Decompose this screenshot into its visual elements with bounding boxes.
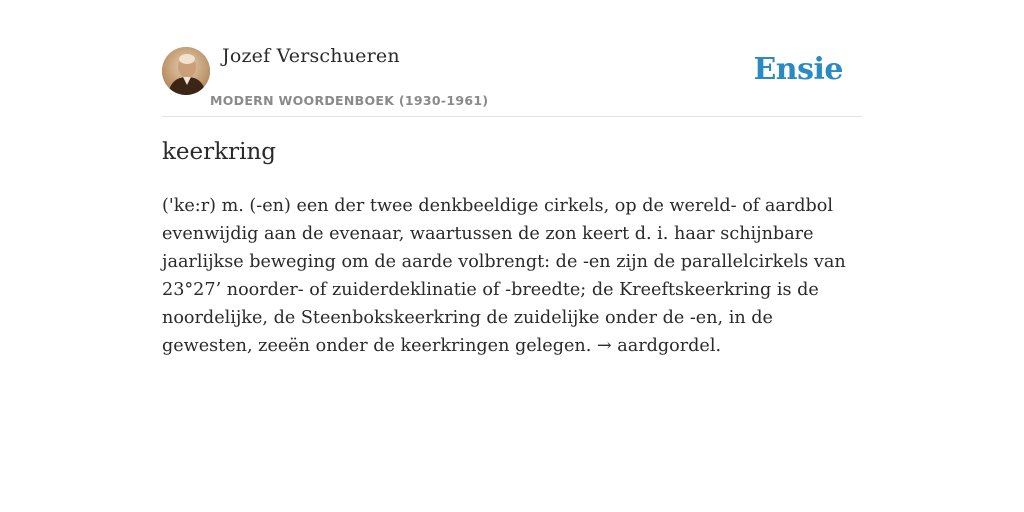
dictionary-source[interactable]: MODERN WOORDENBOEK (1930-1961) bbox=[210, 93, 489, 108]
portrait-icon bbox=[162, 47, 210, 95]
author-name[interactable]: Jozef Verschueren bbox=[222, 45, 400, 67]
definition-text: ('ke:r) m. (-en) een der twee denkbeeldige cirkels, op de wereld- of aardbol evenwijdig aan de evenaar, waartussen de zon keert d. i. haar schijnbare jaarlijkse beweging om de aarde volbrengt: de -en zijn de parallelcirkels van 23°27’ noorder- of zuiderdeklinatie of -breedte; de Kreeftskeerkring is de noordelijke, de Steenbokskeerkring de zuidelijke onder de -en, in de gewesten, zeeën onder de keerkringen gelegen. bbox=[162, 196, 846, 356]
ensie-logo[interactable]: Ensie bbox=[753, 52, 843, 87]
entry-definition bbox=[162, 192, 862, 360]
entry-header bbox=[162, 0, 862, 117]
author-avatar[interactable] bbox=[162, 47, 210, 95]
entry-card bbox=[162, 0, 862, 512]
crossref-link-aardgordel[interactable]: aardgordel. bbox=[611, 336, 722, 356]
arrow-right-icon: → bbox=[596, 336, 612, 356]
entry-term: keerkring bbox=[162, 139, 276, 165]
